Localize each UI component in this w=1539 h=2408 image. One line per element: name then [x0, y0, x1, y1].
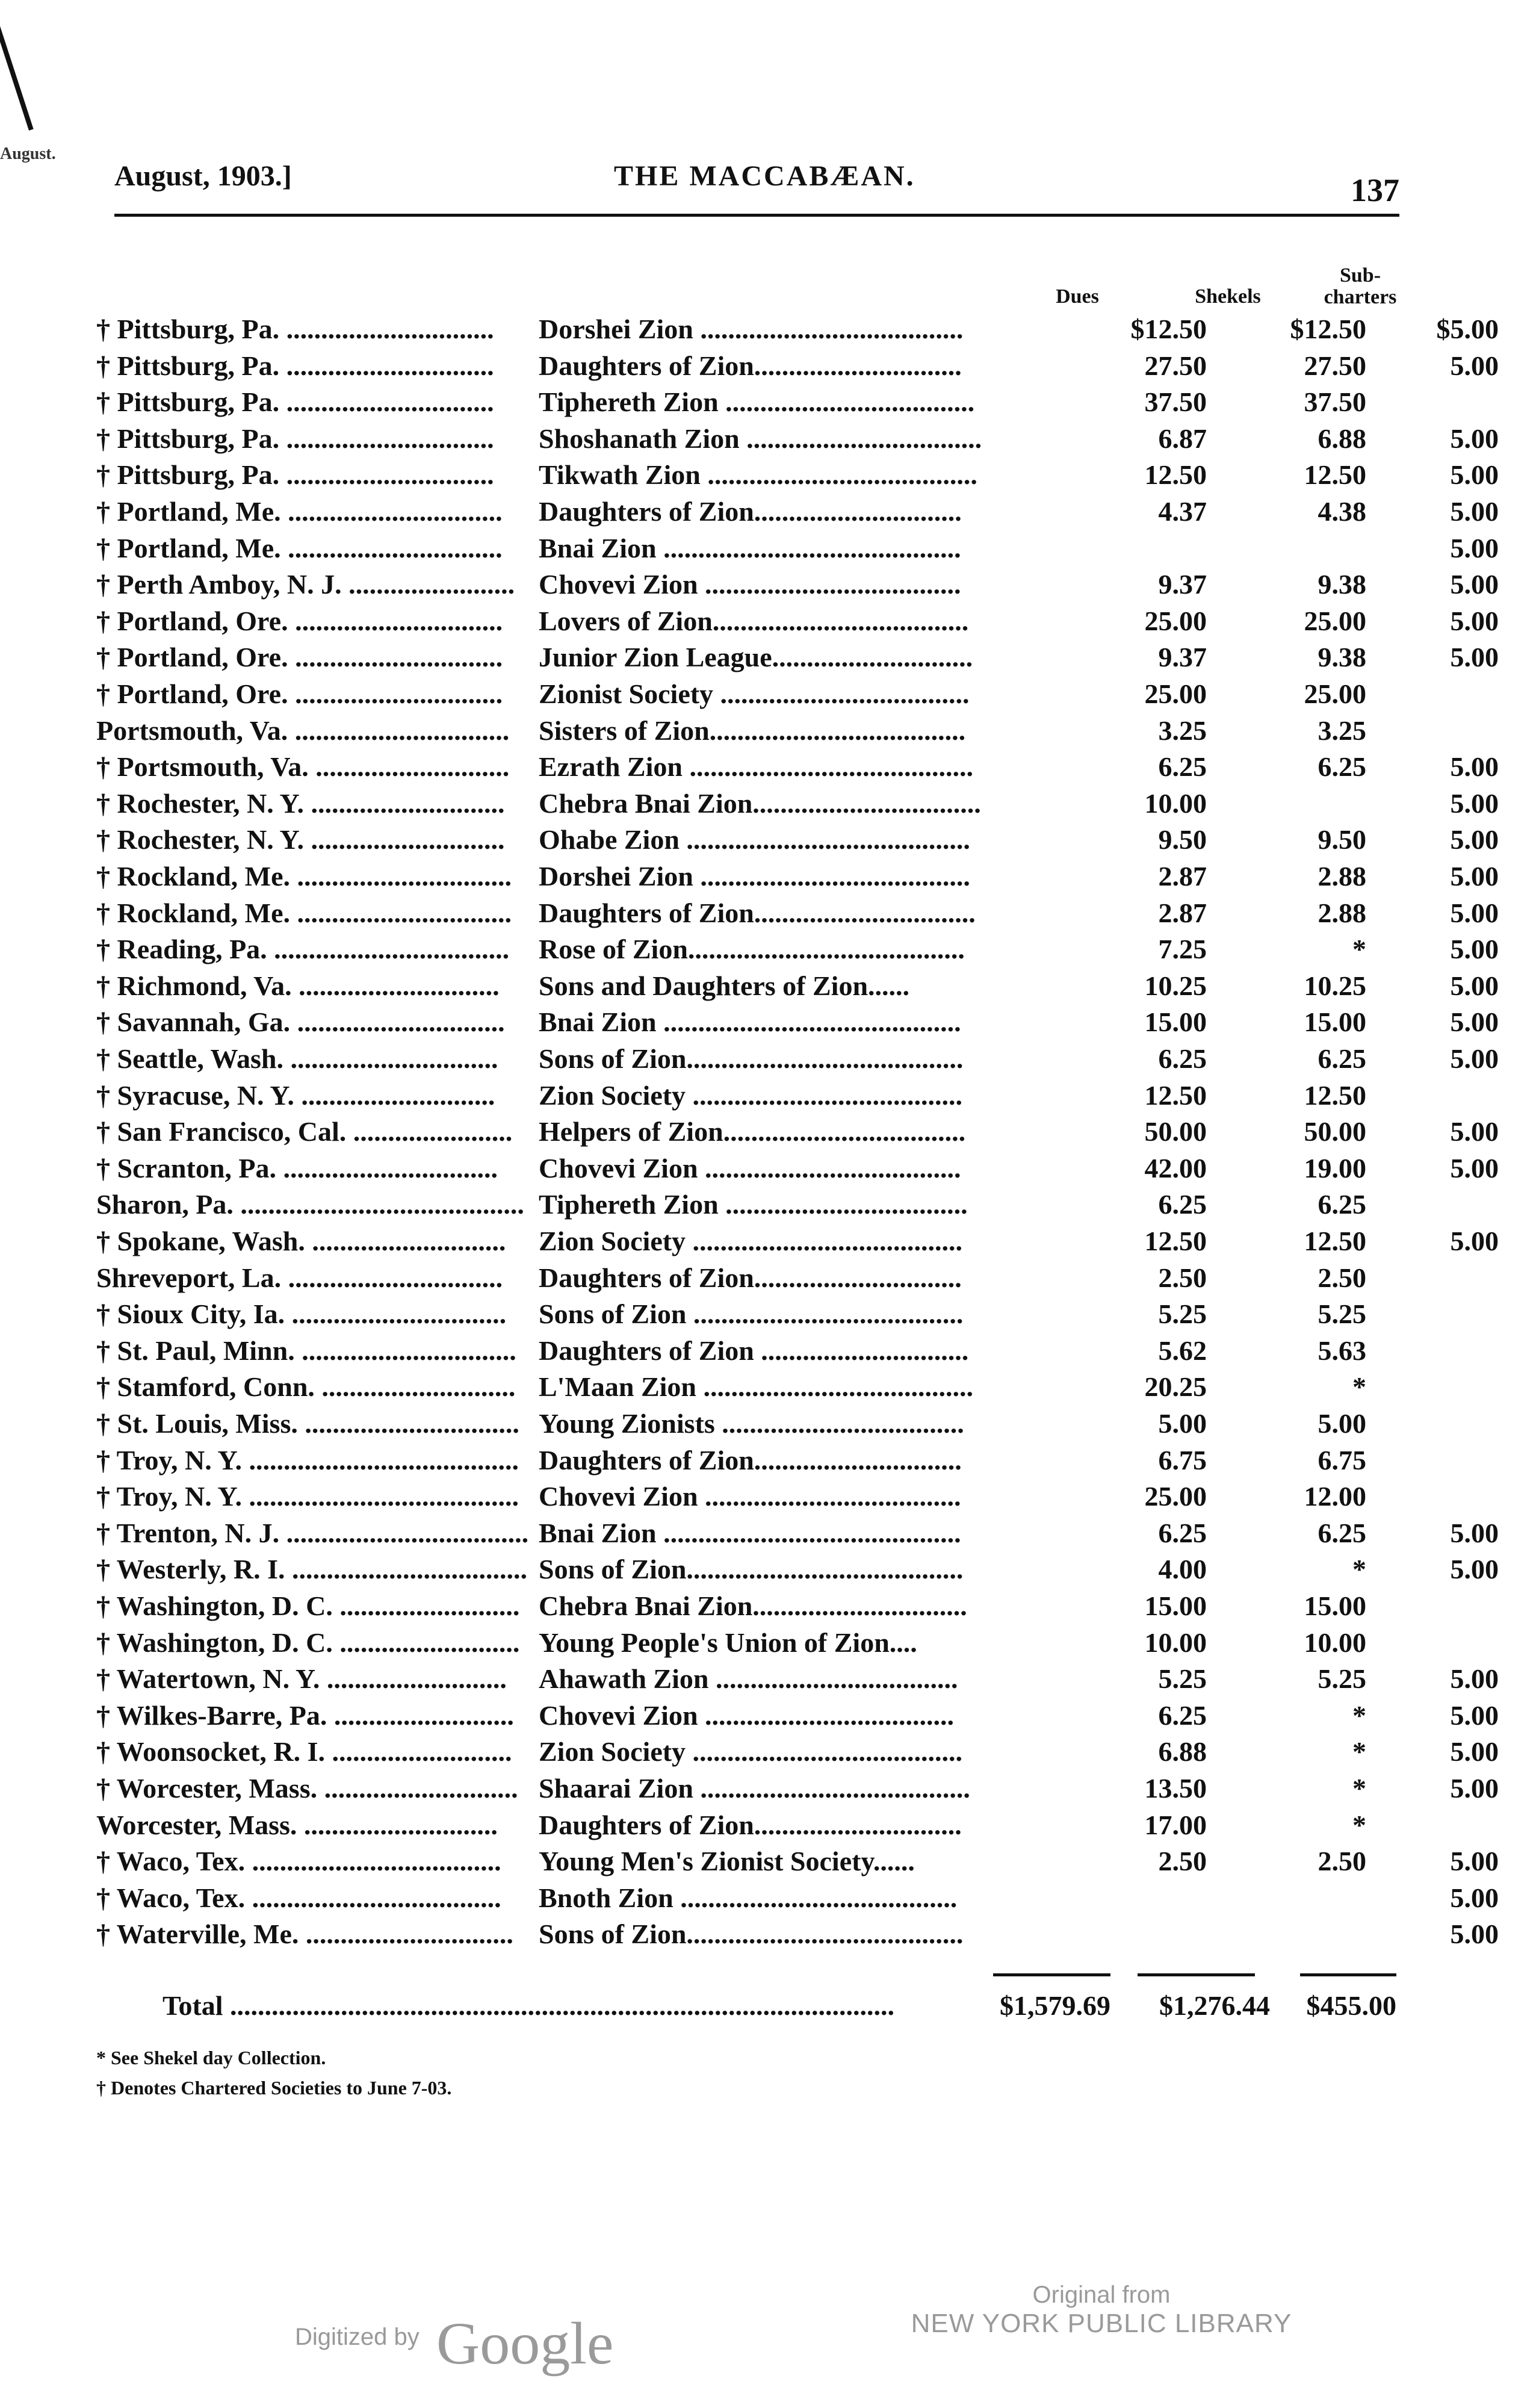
row-society: Dorshei Zion ...................................... [539, 314, 964, 344]
row-dues: 9.37 [1158, 569, 1207, 600]
table-row [96, 1043, 1499, 1079]
row-society: Ahawath Zion ................................... [539, 1663, 958, 1694]
row-dues: 5.62 [1158, 1335, 1207, 1366]
row-place: Sharon, Pa. ......................................... [96, 1189, 524, 1220]
row-shekels: 6.25 [1318, 751, 1366, 782]
note-chartered: † Denotes Chartered Societies to June 7-03. [96, 2077, 452, 2099]
row-shekels: 9.38 [1318, 642, 1366, 672]
table-row [96, 1335, 1420, 1371]
row-place: † Perth Amboy, N. J. ........................ [96, 569, 515, 600]
row-place: † Rochester, N. Y. ............................ [96, 824, 505, 855]
row-subcharters: 5.00 [1450, 569, 1499, 600]
footer-library: NEW YORK PUBLIC LIBRARY [911, 2309, 1292, 2338]
row-subcharters: 5.00 [1450, 1554, 1499, 1584]
row-subcharters: 5.00 [1450, 533, 1499, 563]
row-place: Shreveport, La. ............................... [96, 1262, 503, 1293]
row-place: † Woonsocket, R. I. .......................... [96, 1736, 512, 1767]
row-place: † Portland, Me. ............................... [96, 496, 503, 527]
row-dues: 6.87 [1158, 423, 1207, 454]
row-place: Portsmouth, Va. ............................... [96, 715, 510, 746]
row-place: † Waco, Tex. .................................... [96, 1846, 501, 1876]
row-subcharters: 5.00 [1450, 1007, 1499, 1037]
row-shekels: 6.88 [1318, 423, 1366, 454]
row-dues: 6.25 [1158, 1700, 1207, 1731]
row-dues: 25.00 [1144, 1481, 1207, 1512]
row-society: Zion Society ....................................... [539, 1226, 963, 1256]
total-rule-dues [993, 1973, 1110, 1976]
row-dues: 5.00 [1158, 1408, 1207, 1439]
table-row [96, 1188, 1420, 1224]
row-shekels: * [1352, 1773, 1366, 1804]
row-shekels: 2.50 [1318, 1262, 1366, 1293]
row-place: † Rockland, Me. ............................... [96, 898, 512, 928]
row-dues: 27.50 [1144, 350, 1207, 381]
table-row [96, 495, 1499, 532]
table-row [96, 1152, 1499, 1188]
header-date: August, 1903.] [114, 160, 292, 192]
margin-fragment: August. [0, 144, 56, 163]
table-row [96, 1517, 1499, 1553]
row-shekels: 9.38 [1318, 569, 1366, 600]
row-shekels: 12.50 [1304, 1226, 1366, 1256]
table-row [96, 1627, 1420, 1663]
row-dues: 50.00 [1144, 1116, 1207, 1147]
column-header-subcharters-line1: Sub- [1339, 264, 1381, 287]
row-shekels: 5.25 [1318, 1299, 1366, 1329]
table-row [96, 824, 1499, 860]
total-rule-subcharters [1300, 1973, 1396, 1976]
row-dues: 6.25 [1158, 1043, 1207, 1074]
table-row [96, 350, 1499, 386]
table-row [96, 1371, 1420, 1407]
row-society: Junior Zion League............................. [539, 642, 973, 672]
row-subcharters: 5.00 [1450, 350, 1499, 381]
row-shekels: 25.00 [1304, 606, 1366, 636]
row-subcharters: 5.00 [1450, 459, 1499, 490]
column-header-subcharters-line2: charters [1324, 286, 1397, 308]
row-subcharters: 5.00 [1450, 1153, 1499, 1184]
row-shekels: * [1352, 1554, 1366, 1584]
row-dues: 37.50 [1144, 386, 1207, 417]
table-row [96, 1116, 1499, 1152]
row-place: † Trenton, N. J. ................................... [96, 1518, 529, 1548]
row-subcharters: $5.00 [1436, 314, 1499, 344]
row-society: Sons and Daughters of Zion...... [539, 970, 910, 1001]
row-shekels: 10.25 [1304, 970, 1366, 1001]
row-subcharters: 5.00 [1450, 970, 1499, 1001]
column-header-dues: Dues [1056, 285, 1099, 308]
column-header-subcharters [1306, 265, 1414, 308]
total-subcharters: $455.00 [1306, 1990, 1396, 2021]
row-place: † Savannah, Ga. .............................. [96, 1007, 505, 1037]
row-shekels: 12.50 [1304, 459, 1366, 490]
row-place: Worcester, Mass. ............................ [96, 1810, 498, 1840]
table-row [96, 1553, 1499, 1589]
row-subcharters: 5.00 [1450, 1116, 1499, 1147]
row-subcharters: 5.00 [1450, 1773, 1499, 1804]
row-society: Sisters of Zion..................................... [539, 715, 966, 746]
row-subcharters: 5.00 [1450, 642, 1499, 672]
row-place: † Troy, N. Y. ....................................... [96, 1481, 519, 1512]
row-society: Daughters of Zion................................ [539, 898, 976, 928]
row-society: Sons of Zion ....................................... [539, 1299, 964, 1329]
margin-ink-stroke [0, 26, 34, 131]
row-shekels: 37.50 [1304, 386, 1366, 417]
row-dues: 13.50 [1144, 1773, 1207, 1804]
table-row [96, 1736, 1499, 1772]
table-row [96, 459, 1499, 495]
row-society: Sons of Zion........................................ [539, 1554, 964, 1584]
row-shekels: $12.50 [1290, 314, 1366, 344]
row-society: Shoshanath Zion .................................. [539, 423, 982, 454]
row-shekels: 12.00 [1304, 1481, 1366, 1512]
row-shekels: 12.50 [1304, 1080, 1366, 1111]
table-row [96, 313, 1499, 349]
table-row [96, 1262, 1420, 1298]
row-place: † Portland, Ore. .............................. [96, 642, 503, 672]
row-dues: 4.00 [1158, 1554, 1207, 1584]
row-society: Daughters of Zion .............................. [539, 1335, 969, 1366]
table-row [96, 1407, 1420, 1444]
footer-original-from: Original from [1032, 2282, 1171, 2308]
row-society: Tiphereth Zion .................................... [539, 386, 975, 417]
row-society: Chovevi Zion ..................................... [539, 1153, 961, 1184]
row-place: † Portland, Ore. .............................. [96, 678, 503, 709]
row-society: Lovers of Zion..................................... [539, 606, 969, 636]
row-dues: 15.00 [1144, 1007, 1207, 1037]
total-row [163, 1990, 1426, 2026]
row-dues: 12.50 [1144, 459, 1207, 490]
row-society: Tikwath Zion ....................................... [539, 459, 977, 490]
row-society: Daughters of Zion.............................. [539, 350, 962, 381]
header-title: THE MACCABÆAN. [614, 160, 915, 192]
column-header-shekels: Shekels [1195, 285, 1261, 308]
footer-source [891, 2282, 1312, 2339]
row-shekels: 50.00 [1304, 1116, 1366, 1147]
row-society: Daughters of Zion.............................. [539, 1810, 962, 1840]
row-society: Young People's Union of Zion.... [539, 1627, 917, 1658]
row-dues: 12.50 [1144, 1226, 1207, 1256]
row-dues: $12.50 [1130, 314, 1207, 344]
row-society: Dorshei Zion ....................................... [539, 861, 970, 892]
row-shekels: 15.00 [1304, 1007, 1366, 1037]
table-row [96, 897, 1499, 933]
row-subcharters: 5.00 [1450, 1846, 1499, 1876]
table-row [96, 568, 1499, 604]
row-place: † Wilkes-Barre, Pa. .......................... [96, 1700, 514, 1731]
row-society: Chovevi Zion .................................... [539, 1700, 955, 1731]
table-row [96, 1006, 1499, 1042]
table-row [96, 1882, 1499, 1918]
row-place: † Portland, Me. ............................... [96, 533, 503, 563]
row-dues: 2.87 [1158, 898, 1207, 928]
row-place: † Portsmouth, Va. ............................ [96, 751, 510, 782]
row-dues: 6.25 [1158, 1518, 1207, 1548]
row-dues: 2.50 [1158, 1262, 1207, 1293]
row-subcharters: 5.00 [1450, 423, 1499, 454]
table-row [96, 1079, 1420, 1116]
row-dues: 12.50 [1144, 1080, 1207, 1111]
row-shekels: * [1352, 1810, 1366, 1840]
table-row [96, 1663, 1499, 1699]
row-dues: 20.25 [1144, 1371, 1207, 1402]
row-place: † Waterville, Me. .............................. [96, 1919, 513, 1949]
row-dues: 25.00 [1144, 606, 1207, 636]
row-subcharters: 5.00 [1450, 861, 1499, 892]
row-place: † Reading, Pa. .................................. [96, 934, 510, 964]
row-shekels: 10.00 [1304, 1627, 1366, 1658]
total-rule-shekels [1138, 1973, 1255, 1976]
table-row [96, 715, 1420, 751]
row-society: Bnai Zion ........................................... [539, 1518, 961, 1548]
row-subcharters: 5.00 [1450, 788, 1499, 819]
row-society: Young Men's Zionist Society...... [539, 1846, 915, 1876]
row-place: † Pittsburg, Pa. .............................. [96, 459, 494, 490]
row-place: † Sioux City, Ia. ............................... [96, 1299, 507, 1329]
row-dues: 15.00 [1144, 1590, 1207, 1621]
row-shekels: 2.50 [1318, 1846, 1366, 1876]
row-place: † Pittsburg, Pa. .............................. [96, 314, 494, 344]
row-place: † Stamford, Conn. ............................ [96, 1371, 516, 1402]
table-row [96, 787, 1499, 824]
row-shekels: 15.00 [1304, 1590, 1366, 1621]
table-row [96, 641, 1499, 677]
table-row [96, 1298, 1420, 1334]
row-place: † Rockland, Me. ............................... [96, 861, 512, 892]
row-place: † Worcester, Mass. ............................ [96, 1773, 518, 1804]
row-society: Tiphereth Zion ................................... [539, 1189, 968, 1220]
row-dues: 4.37 [1158, 496, 1207, 527]
table-row [96, 751, 1499, 787]
row-subcharters: 5.00 [1450, 1518, 1499, 1548]
table-row [96, 678, 1420, 714]
row-society: Daughters of Zion.............................. [539, 1445, 962, 1476]
row-place: † Washington, D. C. .......................... [96, 1627, 520, 1658]
row-place: † Washington, D. C. .......................... [96, 1590, 520, 1621]
row-subcharters: 5.00 [1450, 1043, 1499, 1074]
row-dues: 10.00 [1144, 1627, 1207, 1658]
total-shekels: $1,276.44 [1159, 1990, 1270, 2021]
row-shekels: 2.88 [1318, 861, 1366, 892]
row-shekels: 19.00 [1304, 1153, 1366, 1184]
table-row [96, 1480, 1420, 1516]
row-subcharters: 5.00 [1450, 496, 1499, 527]
row-shekels: 6.75 [1318, 1445, 1366, 1476]
row-society: Chebra Bnai Zion............................... [539, 1590, 967, 1621]
row-shekels: 5.00 [1318, 1408, 1366, 1439]
row-shekels: 5.63 [1318, 1335, 1366, 1366]
row-dues: 2.50 [1158, 1846, 1207, 1876]
row-dues: 5.25 [1158, 1299, 1207, 1329]
row-shekels: * [1352, 934, 1366, 964]
row-subcharters: 5.00 [1450, 1919, 1499, 1949]
row-place: † Scranton, Pa. ............................... [96, 1153, 498, 1184]
row-shekels: 2.88 [1318, 898, 1366, 928]
row-society: Shaarai Zion ....................................... [539, 1773, 970, 1804]
row-shekels: 9.50 [1318, 824, 1366, 855]
table-row [96, 423, 1499, 459]
row-subcharters: 5.00 [1450, 1663, 1499, 1694]
table-row [96, 1444, 1420, 1480]
row-society: Bnoth Zion ........................................ [539, 1882, 958, 1913]
row-society: Rose of Zion........................................ [539, 934, 965, 964]
page-number: 137 [1351, 172, 1399, 208]
row-place: † Portland, Ore. .............................. [96, 606, 503, 636]
note-shekel-day: * See Shekel day Collection. [96, 2047, 326, 2068]
row-subcharters: 5.00 [1450, 934, 1499, 964]
row-society: Sons of Zion........................................ [539, 1043, 964, 1074]
row-subcharters: 5.00 [1450, 1226, 1499, 1256]
row-subcharters: 5.00 [1450, 898, 1499, 928]
row-dues: 6.25 [1158, 751, 1207, 782]
table-row [96, 1699, 1499, 1736]
table-row [96, 1918, 1499, 1954]
row-shekels: * [1352, 1736, 1366, 1767]
row-place: † San Francisco, Cal. ....................... [96, 1116, 513, 1147]
row-shekels: 6.25 [1318, 1189, 1366, 1220]
table-row [96, 386, 1420, 422]
table-row [96, 933, 1499, 969]
row-society: Ezrath Zion ......................................... [539, 751, 973, 782]
row-society: Zion Society ....................................... [539, 1736, 963, 1767]
row-place: † Spokane, Wash. ............................ [96, 1226, 506, 1256]
total-label: Total ................................................................................................ [163, 1990, 895, 2021]
row-shekels: 3.25 [1318, 715, 1366, 746]
row-society: Helpers of Zion................................... [539, 1116, 966, 1147]
row-place: † Troy, N. Y. ....................................... [96, 1445, 519, 1476]
row-place: † Watertown, N. Y. .......................... [96, 1663, 507, 1694]
row-dues: 6.25 [1158, 1189, 1207, 1220]
table-row [96, 1225, 1499, 1261]
row-shekels: 6.25 [1318, 1518, 1366, 1548]
row-society: Ohabe Zion ......................................... [539, 824, 970, 855]
table-row [96, 970, 1499, 1006]
row-society: Daughters of Zion.............................. [539, 496, 962, 527]
table-row [96, 1809, 1420, 1845]
row-subcharters: 5.00 [1450, 824, 1499, 855]
row-place: † Pittsburg, Pa. .............................. [96, 386, 494, 417]
row-society: Zion Society ....................................... [539, 1080, 963, 1111]
row-place: † Pittsburg, Pa. .............................. [96, 350, 494, 381]
row-shekels: 27.50 [1304, 350, 1366, 381]
table-row [96, 860, 1499, 896]
row-society: Chovevi Zion ..................................... [539, 569, 961, 600]
google-logo: Google [436, 2310, 614, 2377]
row-place: † St. Paul, Minn. ............................... [96, 1335, 516, 1366]
row-dues: 9.37 [1158, 642, 1207, 672]
table-row [96, 1845, 1499, 1881]
row-place: † Westerly, R. I. .................................. [96, 1554, 527, 1584]
row-dues: 2.87 [1158, 861, 1207, 892]
row-society: Sons of Zion........................................ [539, 1919, 964, 1949]
row-place: † Seattle, Wash. .............................. [96, 1043, 498, 1074]
row-place: † St. Louis, Miss. ............................... [96, 1408, 519, 1439]
row-dues: 6.88 [1158, 1736, 1207, 1767]
row-society: Bnai Zion ........................................... [539, 533, 961, 563]
row-dues: 3.25 [1158, 715, 1207, 746]
row-society: Daughters of Zion.............................. [539, 1262, 962, 1293]
table-row [96, 1772, 1499, 1808]
row-dues: 7.25 [1158, 934, 1207, 964]
row-shekels: 5.25 [1318, 1663, 1366, 1694]
row-place: † Pittsburg, Pa. .............................. [96, 423, 494, 454]
footer-digitized-by: Digitized by [295, 2324, 420, 2350]
row-shekels: 4.38 [1318, 496, 1366, 527]
row-dues: 6.75 [1158, 1445, 1207, 1476]
row-society: Young Zionists ................................... [539, 1408, 964, 1439]
table-row [96, 1590, 1420, 1626]
row-society: L'Maan Zion ....................................... [539, 1371, 974, 1402]
row-society: Chovevi Zion ..................................... [539, 1481, 961, 1512]
row-subcharters: 5.00 [1450, 606, 1499, 636]
row-dues: 25.00 [1144, 678, 1207, 709]
row-shekels: 25.00 [1304, 678, 1366, 709]
row-society: Chebra Bnai Zion................................. [539, 788, 981, 819]
running-header [114, 160, 1399, 217]
row-place: † Rochester, N. Y. ............................ [96, 788, 505, 819]
row-place: † Syracuse, N. Y. ............................ [96, 1080, 495, 1111]
row-dues: 9.50 [1158, 824, 1207, 855]
row-dues: 5.25 [1158, 1663, 1207, 1694]
row-dues: 17.00 [1144, 1810, 1207, 1840]
row-place: † Richmond, Va. ............................. [96, 970, 500, 1001]
row-dues: 42.00 [1144, 1153, 1207, 1184]
row-shekels: * [1352, 1700, 1366, 1731]
row-subcharters: 5.00 [1450, 1882, 1499, 1913]
table-row [96, 532, 1499, 568]
row-society: Zionist Society .................................... [539, 678, 970, 709]
row-dues: 10.00 [1144, 788, 1207, 819]
row-place: † Waco, Tex. .................................... [96, 1882, 501, 1913]
row-dues: 10.25 [1144, 970, 1207, 1001]
row-subcharters: 5.00 [1450, 1736, 1499, 1767]
row-society: Bnai Zion ........................................... [539, 1007, 961, 1037]
row-subcharters: 5.00 [1450, 1700, 1499, 1731]
row-shekels: * [1352, 1371, 1366, 1402]
table-row [96, 605, 1499, 641]
total-dues: $1,579.69 [1000, 1990, 1110, 2021]
row-subcharters: 5.00 [1450, 751, 1499, 782]
row-shekels: 6.25 [1318, 1043, 1366, 1074]
